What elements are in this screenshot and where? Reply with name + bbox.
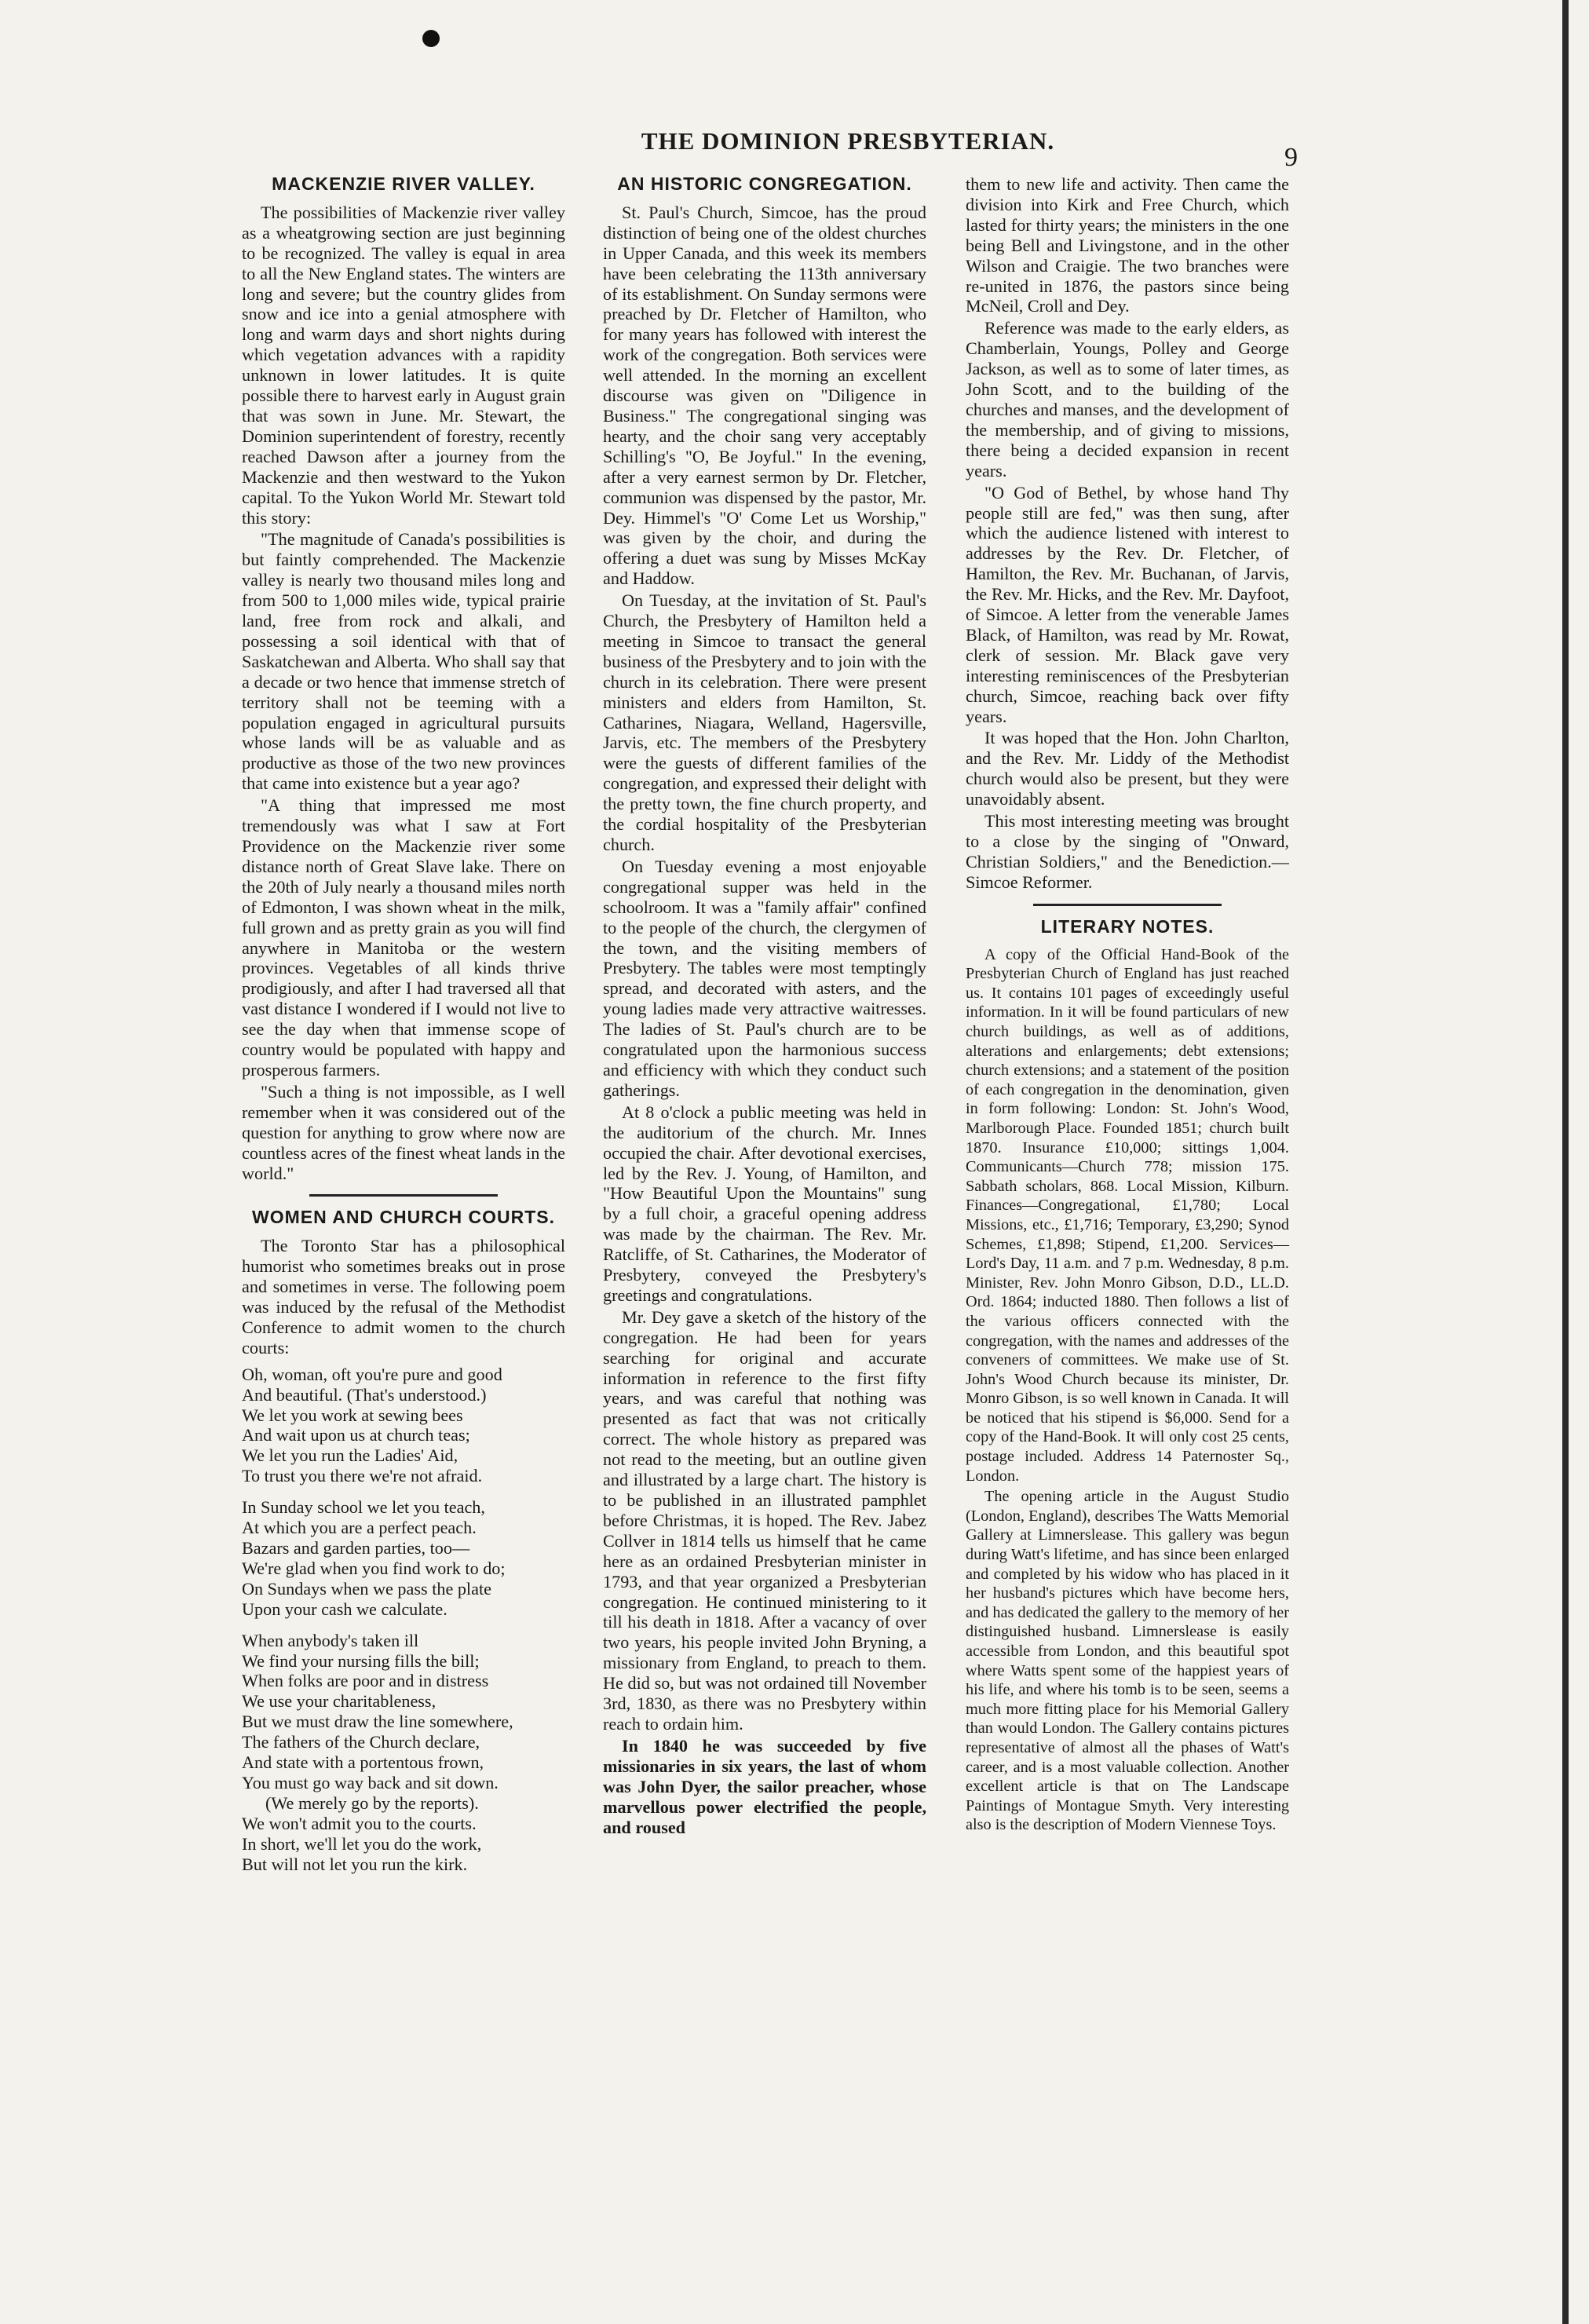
poem <box>242 1365 565 1875</box>
women-intro: The Toronto Star has a philosophical humorist who sometimes breaks out in prose and sometimes in verse. The following poem was induced by the refusal of the Methodist Conference to admit women to the church courts: <box>242 1236 565 1357</box>
masthead: THE DOMINION PRESBYTERIAN. <box>641 127 1055 155</box>
poem-line: When anybody's taken ill <box>242 1630 419 1650</box>
women-heading: WOMEN AND CHURCH COURTS. <box>251 1207 555 1228</box>
poem-line: At which you are a perfect peach. <box>242 1518 477 1538</box>
poem-line: In Sunday school we let you teach, <box>242 1497 485 1518</box>
poem-line: You must go way back and sit down. <box>242 1772 499 1792</box>
historic-paragraph-3: On Tuesday evening a most enjoyable congregational supper was held in the schoolroom. It was a "family affair" confined to the people of the church, the clergymen of the town, and the visiting members of Presbytery. The tables were most temptingly spread, and decorated with asters, and the young ladies made very attractive waitresses. The ladies of St. Paul's church are to be congratulated upon the harmonious success and efficiency with which they conduct such gatherings. <box>603 856 926 1100</box>
historic-continuation-2: Reference was made to the early elders, as Chamberlain, Youngs, Polley and George Jackson, as well as to some of later times, as John Scott, and to the building of the churches and manses, and the development of the membership, and of giving to missions, there being a decided expansion in recent years. <box>966 318 1289 481</box>
historic-paragraph-4: At 8 o'clock a public meeting was held in the auditorium of the church. Mr. Innes occupied the chair. After devotional exercises, led by the Rev. J. Young, of Hamilton, and "How Beautiful Upon the Mountains" sung by a full choir, a graceful opening address was made by the chairman. The Rev. Mr. Ratcliffe, of St. Catharines, the Moderator of Presbytery, conveyed the Presbytery's greetings and congratulations. <box>603 1102 926 1305</box>
historic-continuation-3: "O God of Bethel, by whose hand Thy people still are fed," was then sung, after which the audience listened with interest to addresses by the Rev. Dr. Fletcher, of Hamilton, the Rev. Mr. Buchanan, of Jarvis, the Rev. Mr. Hicks, and the Rev. Mr. Dayfoot, of Simcoe. A letter from the venerable James Black, of Hamilton, was read by Mr. Rowat, clerk of session. Mr. Black gave very interesting reminiscences of the Presbyterian church, Simcoe, reaching back over fifty years. <box>966 482 1289 726</box>
historic-heading: AN HISTORIC CONGREGATION. <box>617 174 912 194</box>
poem-line: We let you work at sewing bees <box>242 1405 463 1425</box>
literary-heading: LITERARY NOTES. <box>1040 915 1215 937</box>
ink-dot <box>422 30 440 47</box>
mackenzie-paragraph-4: "Such a thing is not impossible, as I well remember when it was considered out of the question for anything to grow where now are countless acres of the finest wheat lands in the world." <box>242 1081 565 1183</box>
poem-line: When folks are poor and in distress <box>242 1671 489 1691</box>
section-divider <box>1033 904 1222 906</box>
poem-line: We let you run the Ladies' Aid, <box>242 1445 458 1466</box>
poem-line: Oh, woman, oft you're pure and good <box>242 1364 502 1384</box>
historic-paragraph-5: Mr. Dey gave a sketch of the history of the congregation. He had been for years searching for original and accurate information in reference to the first fifty years, and was careful that nothing was presented as fact that was not critically correct. The whole history as prepared was not read to the meeting, but an outline given and illustrated by a large chart. The history is to be published in an illustrated pamphlet before Christmas, it is hoped. The Rev. Jabez Collver in 1814 tells us himself that he came here as an ordained Presbyterian minister in 1793, and that year organized a Presbyterian congregation. He continued ministering to it till his death in 1818. After a vacancy of over two years, his people invited John Bryning, a missionary from England, to preach to them. He did so, but was not ordained till November 3rd, 1830, as there was no Presbytery within reach to ordain him. <box>603 1306 926 1734</box>
poem-line: We find your nursing fills the bill; <box>242 1650 480 1671</box>
literary-paragraph-1: A copy of the Official Hand-Book of the Presbyterian Church of England has just reached us. It contains 101 pages of exceedingly useful information. In it will be found particulars of new church buildings, as well as of additions, alterations and enlargements; debt extensions; church extensions; and a statement of the position of each congregation in the denomination, given in form following: London: St. John's Wood, Marlborough Place. Founded 1851; church built 1870. Insurance £10,000; sittings 1,004. Communicants—Church 778; mission 175. Sabbath scholars, 868. Local Mission, Kilburn. Finances—Congregational, £1,780; Local Missions, etc., £1,716; Temporary, £3,290; Synod Schemes, £1,898; Stipend, £1,200. Services—Lord's Day, 11 a.m. and 7 p.m. Wednesday, 8 p.m. Minister, Rev. John Monro Gibson, D.D., LL.D. Ord. 1864; inducted 1880. Then follows a list of the various officers connected with the congregation, with the names and addresses of the conveners of committees. We make use of St. John's Wood Church because its minister, Dr. Monro Gibson, is so well known in Canada. It will be noticed that his stipend is $6,000. Send for a copy of the Hand-Book. It will only cost 25 cents, postage included. Address 14 Paternoster Sq., London. <box>966 945 1289 1485</box>
poem-stanza-2 <box>242 1497 565 1619</box>
column-1 <box>242 174 565 1886</box>
poem-line: On Sundays when we pass the plate <box>242 1578 491 1599</box>
poem-line: We won't admit you to the courts. <box>242 1813 477 1833</box>
poem-line: (We merely go by the reports). <box>265 1792 479 1813</box>
page-edge-shadow <box>1562 0 1569 2324</box>
poem-line: And beautiful. (That's understood.) <box>242 1384 487 1405</box>
historic-continuation <box>966 174 1289 893</box>
poem-line: And wait upon us at church teas; <box>242 1425 470 1445</box>
historic-paragraph-2: On Tuesday, at the invitation of St. Paul's Church, the Presbytery of Hamilton held a meeting in Simcoe to transact the general business of the Presbytery and to join with the church in its celebration. There were present ministers and elders from Hamilton, St. Catharines, Niagara, Welland, Hagersville, Jarvis, etc. The members of the Presbytery were the guests of different families of the congregation, and expressed their delight with the pretty town, the fine church property, and the cordial hospitality of the Presbyterian church. <box>603 590 926 854</box>
page-number: 9 <box>1284 143 1298 172</box>
historic-continuation-5: This most interesting meeting was brought to a close by the singing of "Onward, Christian Soldiers," and the Benediction.—Simcoe Reformer. <box>966 811 1289 892</box>
poem-line: The fathers of the Church declare, <box>242 1732 480 1752</box>
poem-line: And state with a portentous frown, <box>242 1752 484 1773</box>
poem-line: In short, we'll let you do the work, <box>242 1833 482 1854</box>
poem-line: We're glad when you find work to do; <box>242 1558 506 1578</box>
column-2 <box>603 174 926 1839</box>
poem-stanza-3 <box>242 1631 565 1875</box>
poem-line: But we must draw the line somewhere, <box>242 1712 513 1732</box>
poem-line: We use your charitableness, <box>242 1691 437 1712</box>
poem-line: But will not let you run the kirk. <box>242 1854 468 1874</box>
mackenzie-paragraph-2: "The magnitude of Canada's possibilities is but faintly comprehended. The Mackenzie valley is nearly two thousand miles long and from 500 to 1,000 miles wide, typical prairie land, free from rock and alkali, and possessing a soil identical with that of Saskatchewan and Alberta. Who shall say that a decade or two hence that immense stretch of territory shall not be teeming with a population engaged in agricultural pursuits whose lands will be as valuable and as productive as those of the two new provinces that came into existence but a year ago? <box>242 529 565 794</box>
mackenzie-heading: MACKENZIE RIVER VALLEY. <box>272 174 535 194</box>
historic-paragraph-1: St. Paul's Church, Simcoe, has the proud distinction of being one of the oldest churches in Upper Canada, and this week its members have been celebrating the 113th anniversary of its establishment. On Sunday sermons were preached by Dr. Fletcher of Hamilton, who for many years has followed with interest the work of the congregation. Both services were well attended. In the morning an excellent discourse was given on "Diligence in Business." The congregational singing was hearty, and the choir sang very acceptably Schilling's "O, Be Joyful." In the evening, after a very earnest sermon by Dr. Fletcher, communion was dispensed by the pastor, Mr. Dey. Himmel's "O' Come Let us Worship," was given by the choir, and during the offering a duet was sung by Misses McKay and Haddow. <box>603 202 926 589</box>
poem-line: Bazars and garden parties, too— <box>242 1538 470 1558</box>
poem-stanza-1 <box>242 1365 565 1486</box>
poem-line: To trust you there we're not afraid. <box>242 1466 483 1486</box>
historic-continuation-1: them to new life and activity. Then came the division into Kirk and Free Church, which lasted for thirty years; the ministers in the one being Bell and Livingstone, and in the other Wilson and Craigie. The two branches were re-united in 1876, the pastors since being McNeil, Croll and Dey. <box>966 174 1289 316</box>
mackenzie-paragraph-1: The possibilities of Mackenzie river valley as a wheatgrowing section are just beginning to be recognized. The valley is equal in area to all the New England states. The winters are long and severe; but the country glides from snow and ice into a genial atmosphere with long and warm days and short nights during which vegetation advances with a rapidity unknown in lower latitudes. It is quite possible there to harvest early in August grain that was sown in June. Mr. Stewart, the Dominion superintendent of forestry, recently reached Dawson after a journey from the Mackenzie and then westward to the Yukon capital. To the Yukon World Mr. Stewart told this story: <box>242 202 565 528</box>
poem-line: Upon your cash we calculate. <box>242 1599 447 1619</box>
literary-notes <box>966 945 1289 1835</box>
historic-continuation-4: It was hoped that the Hon. John Charlton, and the Rev. Mr. Liddy of the Methodist church would also be present, but they were unavoidably absent. <box>966 728 1289 809</box>
literary-paragraph-2: The opening article in the August Studio (London, England), describes The Watts Memorial Gallery at Limnerslease. This gallery was begun during Watt's lifetime, and has since been enlarged and completed by his widow who has placed in it her husband's pictures which have become hers, and has dedicated the gallery to the memory of her distinguished husband. Limnerslease is easily accessible from London, and this beautiful spot where Watts spent some of the happiest years of his life, and where his tomb is to be seen, seems a much more fitting place for his Memorial Gallery than would London. The Gallery contains pictures representative of almost all the phases of Watt's career, and is a most valuable collection. Another excellent article is that on The Landscape Paintings of Montague Smyth. Very interesting also is the description of Modern Viennese Toys. <box>966 1488 1289 1834</box>
mackenzie-paragraph-3: "A thing that impressed me most tremendously was what I saw at Fort Providence on the Mackenzie river some distance north of Great Slave lake. There on the 20th of July nearly a thousand miles north of Edmonton, I was shown wheat in the milk, full grown and as pretty grain as you will find anywhere in Manitoba or the western provinces. Vegetables of all kinds thrive prodigiously, and after I had traversed all that vast distance I wondered if I would not live to see the day when that immense scope of country would be populated with happy and prosperous farmers. <box>242 795 565 1080</box>
column-3 <box>966 174 1289 1836</box>
section-divider <box>309 1194 498 1197</box>
historic-paragraph-6: In 1840 he was succeeded by five missionaries in six years, the last of whom was John Dyer, the sailor preacher, whose marvellous power electrified the people, and roused <box>603 1735 926 1837</box>
